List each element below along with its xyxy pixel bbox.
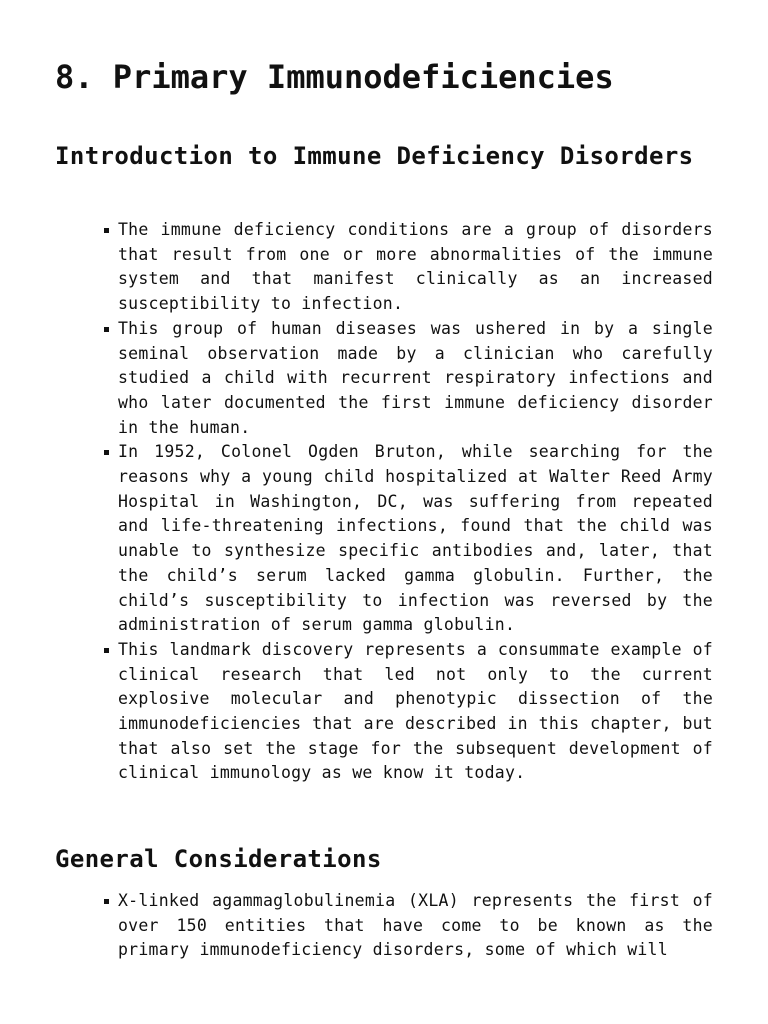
list-item-text: In 1952, Colonel Ogden Bruton, while searching for the reasons why a young child hospitalized at Walter Reed Army Hospital in Washington, DC, was suffering from repeated and life-threatening infections, found that the child was unable to synthesize specific antibodies and, later, that the child’s serum lacked gamma globulin. Further, the child’s susceptibility to infection was reversed by the administration of serum gamma globulin.: [118, 442, 713, 635]
bullet-icon: [104, 899, 109, 904]
bullet-icon: [104, 450, 109, 455]
list-item: [118, 638, 713, 786]
bullet-icon: [104, 327, 109, 332]
bullet-icon: [104, 648, 109, 653]
list-item: [118, 218, 713, 317]
list-item: [118, 440, 713, 638]
bullet-list-introduction: [118, 218, 713, 786]
list-item: [118, 317, 713, 441]
list-item-text: X-linked agammaglobulinemia (XLA) represents the first of over 150 entities that have come to be known as the primary immunodeficiency disorders, some of which will: [118, 891, 713, 960]
bullet-list-general-considerations: [118, 889, 713, 963]
list-item-text: The immune deficiency conditions are a group of disorders that result from one or more abnormalities of the immune system and that manifest clinically as an increased susceptibility to infection.: [118, 220, 713, 314]
page-title: 8. Primary Immunodeficiencies: [55, 58, 614, 96]
section-heading-general-considerations: General Considerations: [55, 845, 382, 873]
bullet-icon: [104, 228, 109, 233]
list-item-text: This group of human diseases was ushered in by a single seminal observation made by a clinician who carefully studied a child with recurrent respiratory infections and who later documented the first immune deficiency disorder in the human.: [118, 318, 713, 437]
list-item-text: This landmark discovery represents a consummate example of clinical research that led not only to the current explosive molecular and phenotypic dissection of the immunodeficiencies that are described in this chapter, but that also set the stage for the subsequent development of clinical immunology as we know it today.: [118, 639, 713, 783]
section-heading-introduction: Introduction to Immune Deficiency Disorders: [55, 142, 694, 170]
list-item: [118, 889, 713, 963]
